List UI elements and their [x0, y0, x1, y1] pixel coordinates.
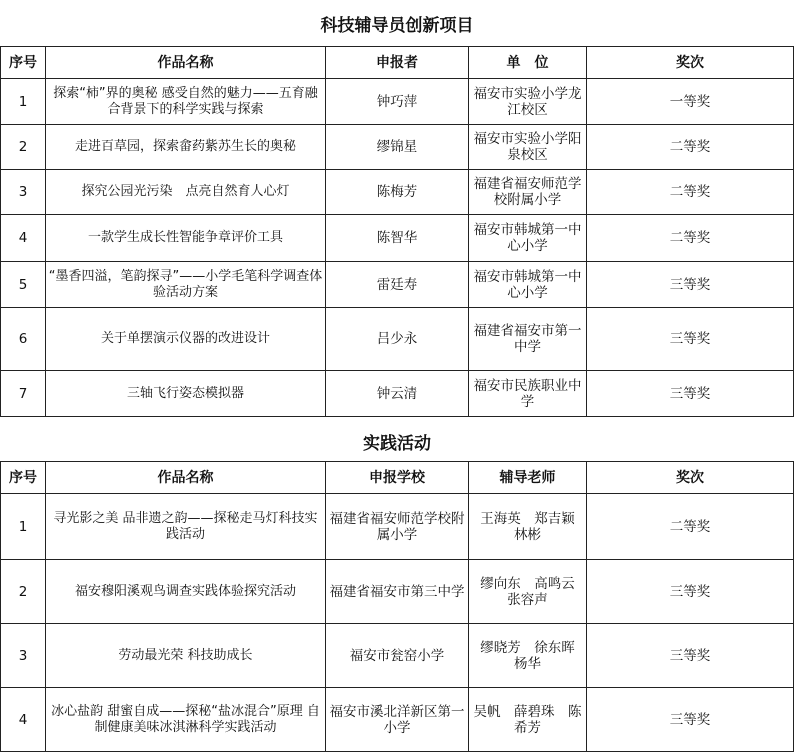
- award: 一等奖: [587, 79, 794, 125]
- project-name: 三轴飞行姿态模拟器: [46, 371, 326, 417]
- table-row: [1, 560, 794, 624]
- project-name: 关于单摆演示仪器的改进设计: [46, 308, 326, 371]
- project-name: 探索“柿”界的奥秘 感受自然的魅力——五育融合背景下的科学实践与探索: [46, 79, 326, 125]
- award: 三等奖: [587, 262, 794, 308]
- unit: 福安市韩城第一中心小学: [469, 215, 587, 262]
- header-no: 序号: [1, 462, 46, 494]
- table-row: [1, 262, 794, 308]
- table-header-row: [1, 47, 794, 79]
- row-no: 5: [1, 262, 46, 308]
- award: 二等奖: [587, 494, 794, 560]
- applicant: 缪锦星: [326, 125, 469, 170]
- project-name: 一款学生成长性智能争章评价工具: [46, 215, 326, 262]
- section-title-practice: 实践活动: [363, 434, 431, 454]
- row-no: 1: [1, 494, 46, 560]
- unit: 福安市实验小学阳泉校区: [469, 125, 587, 170]
- school: 福安市瓮窑小学: [326, 624, 469, 688]
- row-no: 7: [1, 371, 46, 417]
- applicant: 陈梅芳: [326, 170, 469, 215]
- teacher: 缪晓芳 徐东晖 杨华: [469, 624, 587, 688]
- applicant: 钟巧萍: [326, 79, 469, 125]
- row-no: 4: [1, 215, 46, 262]
- unit: 福建省福安师范学校附属小学: [469, 170, 587, 215]
- row-no: 2: [1, 560, 46, 624]
- award: 三等奖: [587, 624, 794, 688]
- row-no: 3: [1, 170, 46, 215]
- header-award: 奖次: [587, 47, 794, 79]
- row-no: 6: [1, 308, 46, 371]
- award: 二等奖: [587, 125, 794, 170]
- header-applicant: 申报者: [326, 47, 469, 79]
- activity-name: 寻光影之美 品非遗之韵——探秘走马灯科技实践活动: [46, 494, 326, 560]
- table-row: [1, 125, 794, 170]
- table-row: [1, 308, 794, 371]
- applicant: 陈智华: [326, 215, 469, 262]
- row-no: 1: [1, 79, 46, 125]
- teacher: 王海英 郑吉颖 林彬: [469, 494, 587, 560]
- table-row: [1, 79, 794, 125]
- innovation-project-table: [0, 46, 794, 417]
- header-no: 序号: [1, 47, 46, 79]
- teacher: 缪向东 高鸣云 张容声: [469, 560, 587, 624]
- award: 三等奖: [587, 688, 794, 752]
- table-row: [1, 624, 794, 688]
- project-name: “墨香四溢，笔韵探寻”——小学毛笔科学调查体验活动方案: [46, 262, 326, 308]
- project-name: 走进百草园，探索畲药紫苏生长的奥秘: [46, 125, 326, 170]
- row-no: 2: [1, 125, 46, 170]
- unit: 福安市韩城第一中心小学: [469, 262, 587, 308]
- header-teacher: 辅导老师: [469, 462, 587, 494]
- row-no: 3: [1, 624, 46, 688]
- header-name: 作品名称: [46, 47, 326, 79]
- table-header-row: [1, 462, 794, 494]
- award: 三等奖: [587, 308, 794, 371]
- school: 福建省福安师范学校附属小学: [326, 494, 469, 560]
- applicant: 雷廷寿: [326, 262, 469, 308]
- activity-name: 劳动最光荣 科技助成长: [46, 624, 326, 688]
- activity-name: 冰心盐韵 甜蜜自成——探秘“盐冰混合”原理 自制健康美味冰淇淋科学实践活动: [46, 688, 326, 752]
- school: 福安市溪北洋新区第一小学: [326, 688, 469, 752]
- unit: 福安市实验小学龙江校区: [469, 79, 587, 125]
- unit: 福建省福安市第一中学: [469, 308, 587, 371]
- header-award: 奖次: [587, 462, 794, 494]
- table-row: [1, 494, 794, 560]
- teacher: 吴帆 薛碧珠 陈希芳: [469, 688, 587, 752]
- section-title-innovation: 科技辅导员创新项目: [320, 16, 474, 36]
- project-name: 探究公园光污染 点亮自然育人心灯: [46, 170, 326, 215]
- applicant: 钟云清: [326, 371, 469, 417]
- award: 二等奖: [587, 170, 794, 215]
- table-row: [1, 371, 794, 417]
- school: 福建省福安市第三中学: [326, 560, 469, 624]
- applicant: 吕少永: [326, 308, 469, 371]
- practice-activity-table: [0, 461, 794, 752]
- award: 二等奖: [587, 215, 794, 262]
- table-row: [1, 688, 794, 752]
- row-no: 4: [1, 688, 46, 752]
- header-unit: 单 位: [469, 47, 587, 79]
- award: 三等奖: [587, 371, 794, 417]
- activity-name: 福安穆阳溪观鸟调查实践体验探究活动: [46, 560, 326, 624]
- table-row: [1, 170, 794, 215]
- award: 三等奖: [587, 560, 794, 624]
- table-row: [1, 215, 794, 262]
- header-school: 申报学校: [326, 462, 469, 494]
- unit: 福安市民族职业中学: [469, 371, 587, 417]
- header-name: 作品名称: [46, 462, 326, 494]
